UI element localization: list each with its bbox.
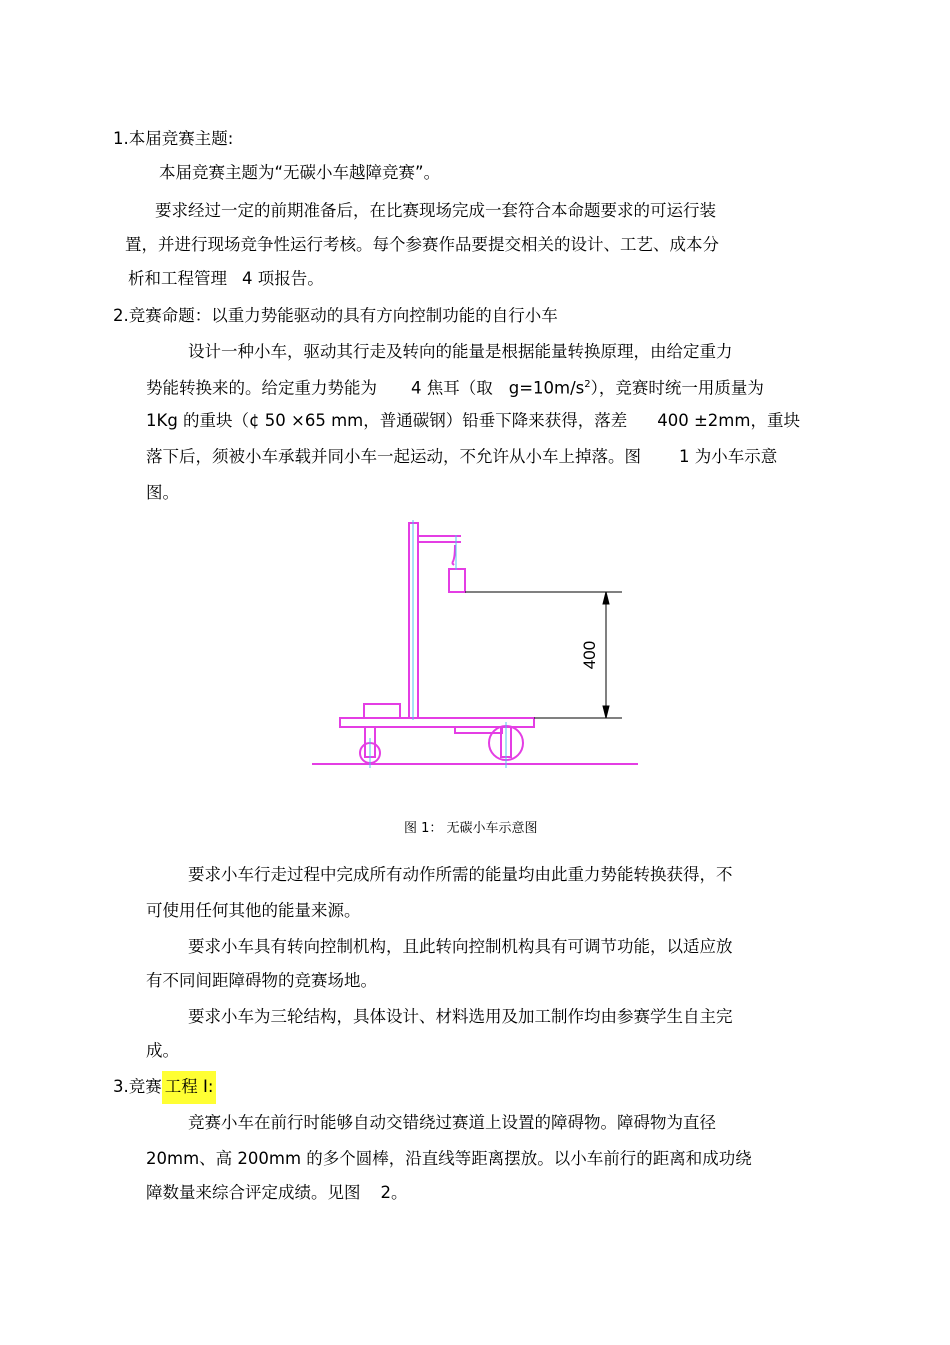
section-2-heading: 2.竞赛命题：以重力势能驱动的具有方向控制功能的自行小车 <box>113 306 558 325</box>
section-2-paragraph: 势能转换来的。给定重力势能为 4 焦耳（取 $g=10m/s^2$），竞赛时统一用质量为 <box>146 378 764 398</box>
section-1-heading: 1.本届竞赛主题: <box>113 129 234 148</box>
dimension-label: 400 <box>580 640 599 670</box>
section-2-paragraph: 图。 <box>146 483 179 502</box>
cart-box <box>364 704 400 718</box>
hook <box>452 545 455 563</box>
section-2-paragraph: 有不同间距障碍物的竞赛场地。 <box>146 971 377 990</box>
section-1-paragraph: 置，并进行现场竞争性运行考核。每个参赛作品要提交相关的设计、工艺、成本分 <box>125 235 719 254</box>
figure-caption: 图 1： 无碳小车示意图 <box>404 821 538 836</box>
section-3-paragraph: 20mm、高 200mm 的多个圆棒，沿直线等距离摆放。以小车前行的距离和成功绕 <box>146 1149 752 1168</box>
dimension-arrow-top <box>603 592 609 604</box>
section-2-paragraph: 要求小车具有转向控制机构，且此转向控制机构具有可调节功能，以适应放 <box>188 937 733 956</box>
section-1-paragraph: 要求经过一定的前期准备后，在比赛现场完成一套符合本命题要求的可运行装 <box>155 201 716 220</box>
hook <box>452 563 454 565</box>
section-3-paragraph: 障数量来综合评定成绩。见图 2。 <box>146 1183 408 1202</box>
section-2-paragraph: 成。 <box>146 1041 179 1060</box>
section-1-paragraph: 本届竞赛主题为“无碳小车越障竞赛”。 <box>159 163 441 182</box>
section-2-paragraph: 设计一种小车，驱动其行走及转向的能量是根据能量转换原理，由给定重力 <box>188 342 733 361</box>
highlighted-text: 工程 I: <box>162 1071 217 1104</box>
section-2-paragraph: 要求小车行走过程中完成所有动作所需的能量均由此重力势能转换获得，不 <box>188 865 733 884</box>
section-2-paragraph: 可使用任何其他的能量来源。 <box>146 901 361 920</box>
dimension-arrow-bottom <box>603 706 609 718</box>
section-1-paragraph: 析和工程管理 4 项报告。 <box>128 269 324 288</box>
section-2-paragraph: 要求小车为三轮结构，具体设计、材料选用及加工制作均由参赛学生自主完 <box>188 1007 733 1026</box>
section-2-paragraph: 落下后，须被小车承载并同小车一起运动，不允许从小车上掉落。图 1 为小车示意 <box>146 447 778 466</box>
section-3-heading: 3.竞赛 工程 I: <box>113 1076 216 1098</box>
weight-block <box>449 569 465 592</box>
section-2-paragraph: 1Kg 的重块（¢ 50 ×65 mm，普通碳钢）铅垂下降来获得，落差 400 ±2mm，重块 <box>146 411 800 430</box>
section-3-paragraph: 竞赛小车在前行时能够自动交错绕过赛道上设置的障碍物。障碍物为直径 <box>188 1113 716 1132</box>
